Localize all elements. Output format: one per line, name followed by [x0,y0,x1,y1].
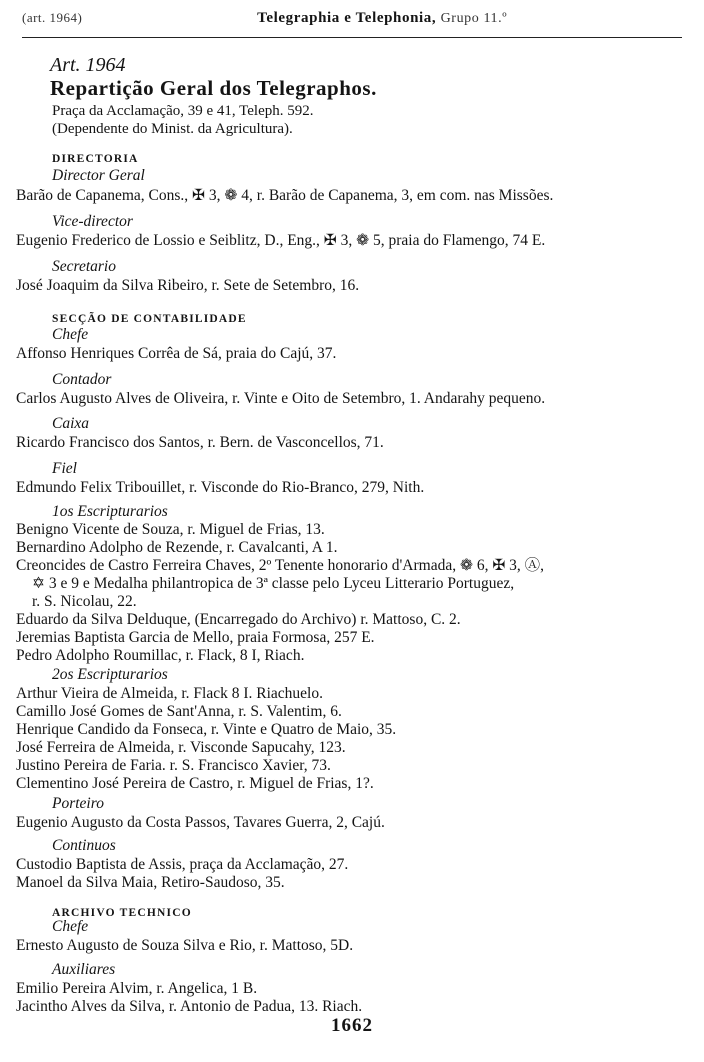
address-line-2: (Dependente do Minist. da Agricultura). [52,121,293,137]
entry-porteiro: Eugenio Augusto da Costa Passos, Tavares Guerra, 2, Cajú. [16,814,385,831]
article-number: Art. 1964 [50,54,126,76]
entry-vice-director: Eugenio Frederico de Lossio e Seiblitz, D., Eng., ✠ 3, ❁ 5, praia do Flamengo, 74 E. [16,232,546,249]
list-item: Eduardo da Silva Delduque, (Encarregado do Archivo) r. Mattoso, C. 2. [16,611,461,628]
role-vice-director: Vice-director [52,213,133,230]
list-item: Custodio Baptista de Assis, praça da Acclamação, 27. [16,856,349,873]
running-header [22,10,682,32]
list-item: Clementino José Pereira de Castro, r. Miguel de Frias, 1?. [16,775,374,792]
section-contabilidade: SECÇÃO DE CONTABILIDADE [52,313,247,325]
header-ref: (art. 1964) [22,10,83,25]
role-chefe-archivo: Chefe [52,918,89,935]
list-item: Jacintho Alves da Silva, r. Antonio de Padua, 13. Riach. [16,998,363,1015]
list-item: Justino Pereira de Faria. r. S. Francisco Xavier, 73. [16,757,331,774]
list-item: Bernardino Adolpho de Rezende, r. Cavalcanti, A 1. [16,539,338,556]
list-item: r. S. Nicolau, 22. [32,593,137,610]
list-item: Benigno Vicente de Souza, r. Miguel de Frias, 13. [16,521,325,538]
header-rule [22,37,682,38]
role-caixa: Caixa [52,415,90,432]
entry-chefe: Affonso Henriques Corrêa de Sá, praia do Cajú, 37. [16,345,337,362]
header-title [82,10,682,27]
role-secretario: Secretario [52,258,116,275]
entry-caixa: Ricardo Francisco dos Santos, r. Bern. de Vasconcellos, 71. [16,434,384,451]
page-number: 1662 [331,1015,373,1036]
role-contador: Contador [52,371,112,388]
section-archivo-technico: ARCHIVO TECHNICO [52,907,192,919]
role-chefe: Chefe [52,326,89,343]
role-director-geral: Director Geral [52,167,145,184]
entry-director: Barão de Capanema, Cons., ✠ 3, ❁ 4, r. Barão de Capanema, 3, em com. nas Missões. [16,187,554,204]
list-item: Arthur Vieira de Almeida, r. Flack 8 I. Riachuelo. [16,685,323,702]
role-escripturarios-1: 1os Escripturarios [52,503,168,520]
header-title-text: Telegraphia e Telephonia, [257,10,437,26]
entry-chefe-archivo: Ernesto Augusto de Souza Silva e Rio, r. Mattoso, 5D. [16,937,354,954]
list-item: Jeremias Baptista Garcia de Mello, praia Formosa, 257 E. [16,629,375,646]
header-group: Grupo 11.º [440,11,508,26]
role-fiel: Fiel [52,460,77,477]
list-item: José Ferreira de Almeida, r. Visconde Sapucahy, 123. [16,739,346,756]
list-item: Camillo José Gomes de Sant'Anna, r. S. Valentim, 6. [16,703,342,720]
list-item: Pedro Adolpho Roumillac, r. Flack, 8 I, Riach. [16,647,305,664]
role-continuos: Continuos [52,837,116,854]
role-escripturarios-2: 2os Escripturarios [52,666,168,683]
list-item: ✡ 3 e 9 e Medalha philantropica de 3ª classe pelo Lyceu Litterario Portuguez, [32,575,515,592]
entry-contador: Carlos Augusto Alves de Oliveira, r. Vinte e Oito de Setembro, 1. Andarahy pequeno. [16,390,546,407]
list-item: Henrique Candido da Fonseca, r. Vinte e Quatro de Maio, 35. [16,721,397,738]
section-directoria: DIRECTORIA [52,153,139,165]
page-title: Repartição Geral dos Telegraphos. [50,76,377,100]
role-auxiliares: Auxiliares [52,961,116,978]
list-item: Manoel da Silva Maia, Retiro-Saudoso, 35. [16,874,285,891]
entry-secretario: José Joaquim da Silva Ribeiro, r. Sete de Setembro, 16. [16,277,360,294]
list-item: Emilio Pereira Alvim, r. Angelica, 1 B. [16,980,258,997]
role-porteiro: Porteiro [52,795,104,812]
entry-fiel: Edmundo Felix Tribouillet, r. Visconde do Rio-Branco, 279, Nith. [16,479,425,496]
list-item: Creoncides de Castro Ferreira Chaves, 2º Tenente honorario d'Armada, ❁ 6, ✠ 3, Ⓐ, [16,557,545,574]
address-line-1: Praça da Acclamação, 39 e 41, Teleph. 592. [52,103,314,119]
